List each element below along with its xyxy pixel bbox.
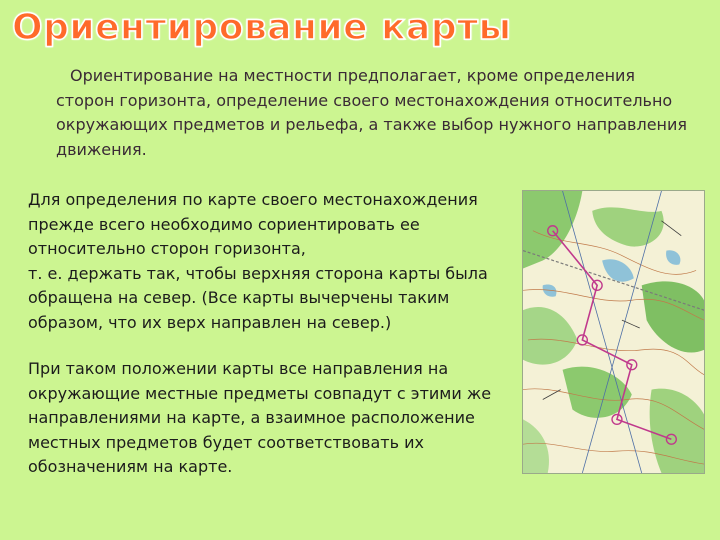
- paragraph-directions: При таком положении карты все направления на окружающие местные предметы совпадут с этими же направлениями на карте, а взаимное расположение местных предметов будет соответствовать их обозначениям на карте.: [28, 359, 492, 476]
- paragraph-orientation: Для определения по карте своего местонахождения прежде всего необходимо сориентировать ее относительно сторон горизонта, т. е. держать так, чтобы верхняя сторона карты была обращена на север. (Все карты вычерчены таким образом, что их верх направлен на север.): [28, 190, 488, 332]
- orienteering-map-image: [522, 190, 705, 474]
- intro-paragraph: Ориентирование на местности предполагает, кроме определения сторон горизонта, определение своего местонахождения относительно окружающих предметов и рельефа, а также выбор нужного направления движения.: [56, 66, 688, 159]
- slide-title: Ориентирование карты: [12, 7, 512, 48]
